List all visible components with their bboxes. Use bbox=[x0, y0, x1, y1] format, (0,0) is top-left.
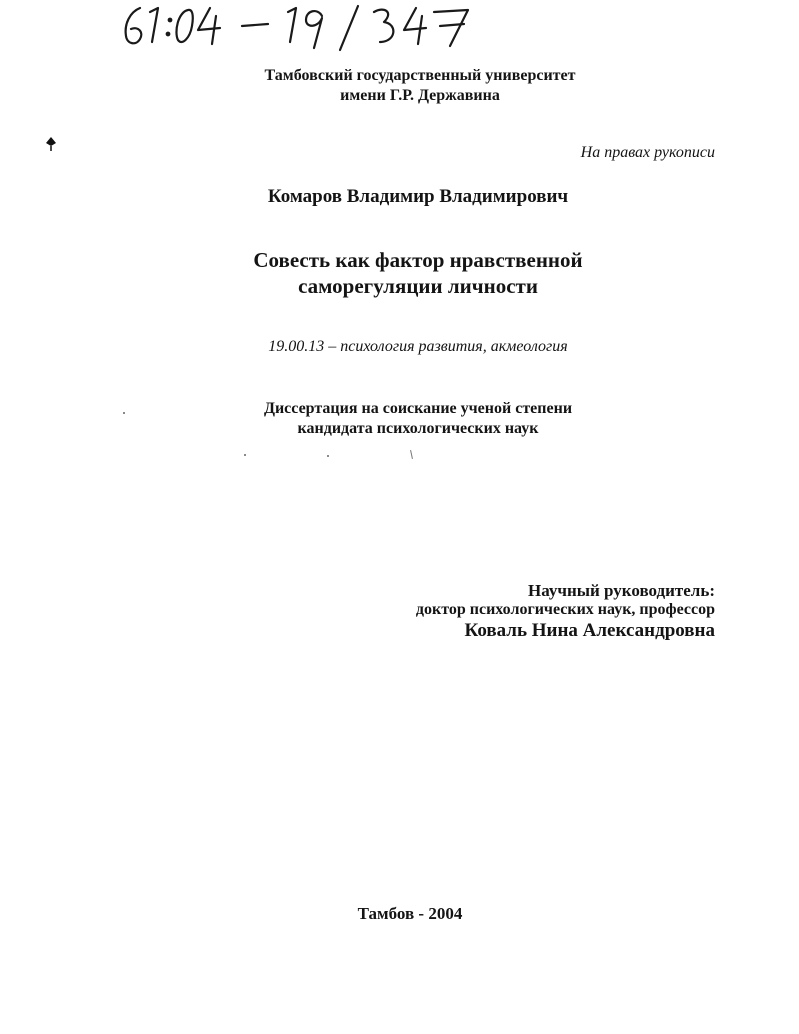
degree-statement-line2: кандидата психологических наук bbox=[297, 420, 539, 437]
supervisor-label: Научный руководитель: bbox=[528, 581, 715, 600]
diamond-mark-icon bbox=[46, 137, 56, 151]
university-namesake: имени Г.Р. Державина bbox=[340, 87, 500, 104]
manuscript-note: На правах рукописи bbox=[580, 144, 715, 161]
scan-speck bbox=[244, 454, 246, 456]
supervisor-name: Коваль Нина Александровна bbox=[464, 620, 715, 641]
city-year: Тамбов - 2004 bbox=[357, 904, 463, 923]
specialty-code: 19.00.13 – психология развития, акмеология bbox=[268, 338, 568, 355]
degree-statement-line1: Диссертация на соискание ученой степени bbox=[263, 400, 573, 417]
dissertation-title-line2: саморегуляции личности bbox=[298, 274, 538, 298]
scan-speck bbox=[327, 455, 329, 457]
supervisor-degree: доктор психологических наук, профессор bbox=[415, 601, 715, 618]
scan-speck bbox=[410, 450, 413, 459]
author-name: Комаров Владимир Владимирович bbox=[267, 186, 569, 207]
scan-speck bbox=[123, 412, 125, 414]
dissertation-title-line1: Совесть как фактор нравственной bbox=[253, 248, 583, 272]
university-name: Тамбовский государственный университет bbox=[264, 67, 576, 84]
handwritten-archive-number bbox=[118, 2, 498, 52]
